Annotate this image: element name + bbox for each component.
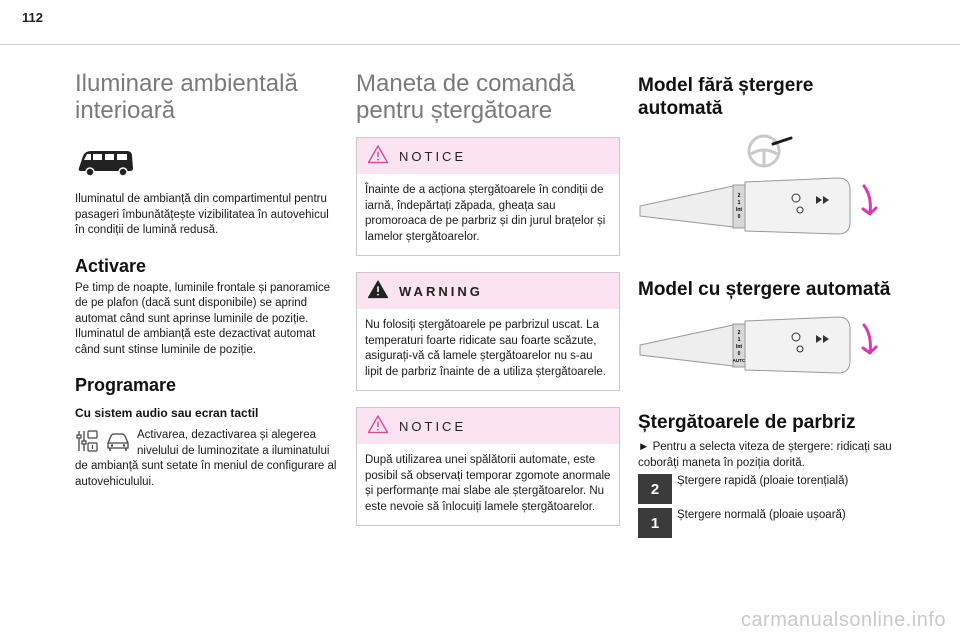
ambient-lighting-title: Iluminare ambientală interioară [75,70,298,124]
notice-header-2 [357,408,619,444]
wiper-models-section [638,74,898,538]
windscreen-instruction: ► Pentru a selecta viteza de ștergere: ridicați sau coborâți maneta în poziția dorită. [638,441,892,469]
warning-header [357,273,619,309]
stalk-auto-label-int: Int [735,344,743,350]
programming-block [75,428,340,490]
speed-badge-2: 2 [638,474,672,504]
warning-triangle-icon [367,279,389,304]
stalk-label-1: 1 [737,200,741,206]
model-no-auto-heading: Model fără ștergere automată [638,75,814,119]
notice-box-winter [356,137,620,256]
speed-badge-1: 1 [638,508,672,538]
wiper-stalk-title: Maneta de comandă pentru ștergătoare [356,70,575,124]
programming-subheading: Cu sistem audio sau ecran tactil [75,406,259,420]
stalk-label-int: Int [735,207,743,213]
programming-heading: Programare [75,375,177,395]
notice-box-carwash [356,407,620,526]
programming-text: Activarea, dezactivarea și alegerea nivelului de luminozitate a iluminatului de ambianță sunt setate în meniul de configurare al autovehiculului. [75,429,337,488]
stalk-auto-label-auto: AUTO [732,358,746,363]
wiper-speed-list [638,474,898,538]
notice-triangle-icon [367,144,389,169]
top-divider [0,44,960,45]
touchscreen-settings-icon [75,429,99,458]
speed-text-fast: Ștergere rapidă (ploaie torențială) [677,475,849,487]
list-item [638,474,898,506]
notice-text-winter: Înainte de a acționa ștergătoarele în condiții de iarnă, îndepărtați zăpada, gheața sau promoroaca de pe parbriz și din jurul brațelor și lamelor ștergătoarelor. [365,184,606,243]
page-number: 112 [22,10,43,25]
van-icon [75,146,137,178]
notice-label-2: NOTICE [399,418,467,434]
warning-text-dry: Nu folosiți ștergătoarele pe parbrizul uscat. La temperaturi foarte ridicate sau foarte scăzute, asigurați-vă că lamele ștergătoarelor nu s-au lipit de parbriz înainte de a utiliza ștergătoarele. [365,319,607,378]
activation-heading: Activare [75,255,147,276]
list-item [638,508,898,538]
stalk-label-2: 2 [737,193,741,199]
activation-text-2: Iluminatul de ambianță este dezactivat automat când sunt stinse luminile de poziție. [75,328,316,356]
activation-text-1: Pe timp de noapte, luminile frontale și panoramice de pe plafon (dacă sunt disponibile) se aprind automat când sunt aprinse luminile de poziție. [75,281,331,325]
wiper-stalk-image-auto [638,315,883,381]
steering-wheel-icon [743,132,793,170]
ambient-lighting-section [75,70,340,490]
wiper-stalk-image-manual [638,176,883,242]
warning-box-dry [356,272,620,391]
stalk-auto-label-2: 2 [737,330,741,336]
stalk-label-0: 0 [737,214,741,220]
footer-watermark: carmanualsonline.info [740,609,946,631]
notice-triangle-icon-2 [367,414,389,439]
car-settings-icon [105,429,131,458]
warning-label: WARNING [399,283,483,299]
notice-text-carwash: După utilizarea unei spălătorii automate, este posibil să observați temporar zgomote anormale și performanțe mai slabe ale ștergătoarelor. Nu este nevoie să înlocuiți lamele ștergătoarelor. [365,454,611,513]
wiper-stalk-section [356,70,620,526]
windscreen-wipers-heading: Ștergătoarele de parbriz [638,412,856,433]
notice-label: NOTICE [399,148,467,164]
model-auto-heading: Model cu ștergere automată [638,279,891,300]
notice-header [357,138,619,174]
ambient-lighting-intro: Iluminatul de ambianță din compartimentul pentru pasageri îmbunătățește vizibilitatea în autovehicul în condiții de lumină redusă. [75,193,329,236]
stalk-auto-label-1: 1 [737,337,741,343]
stalk-auto-label-0: 0 [737,351,741,357]
speed-text-normal: Ștergere normală (ploaie ușoară) [677,509,846,521]
